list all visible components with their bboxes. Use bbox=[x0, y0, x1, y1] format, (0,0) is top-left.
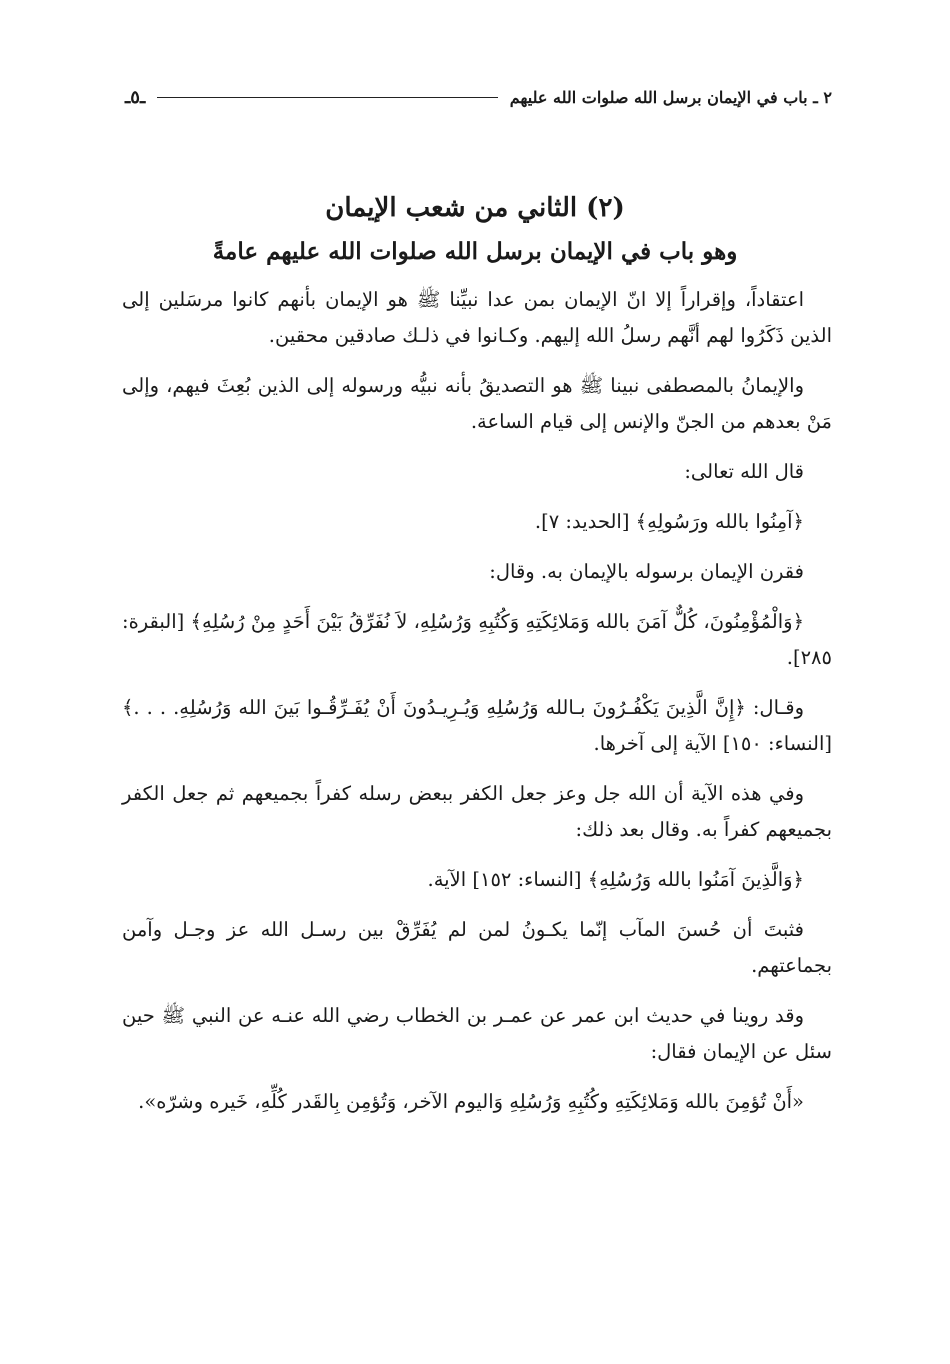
running-header bbox=[125, 82, 832, 112]
quran-quote: ﴿وَالَّذِينَ آمَنُوا بالله وَرُسُلِهِ﴾ [النساء: ١٥٢] الآية. bbox=[427, 868, 804, 891]
paragraph: فقرن الإيمان برسوله بالإيمان به. وقال: bbox=[489, 560, 804, 583]
running-title: ٢ ـ باب في الإيمان برسل الله صلوات الله عليهم bbox=[509, 87, 832, 107]
quran-quote: ﴿آمِنُوا بالله ورَسُولِهِ﴾ [الحديد: ٧]. bbox=[534, 510, 804, 533]
paragraph: فثبتَ أن حُسنَ المآب إنّما يكـونُ لمن لم يُفَرِّقْ بين رسـل الله عز وجـل وآمن بجماعتهم. bbox=[122, 918, 832, 977]
paragraph: وقد روينا في حديث ابن عمر عن عمـر بن الخطاب رضي الله عنـه عن النبي ﷺ حين سئل عن الإيمان فقال: bbox=[122, 1004, 832, 1063]
chapter-subheading: وهو باب في الإيمان برسل الله صلوات الله عليهم عامةً bbox=[212, 238, 738, 265]
paragraph: اعتقاداً، وإقراراً إلا انّ الإيمان بمن عدا نبيِّنا ﷺ هو الإيمان بأنهم كانوا مرسَلين إلى الذين ذَكَرُوا لهم أنَّهم رسلُ الله إليهم. وكـانوا في ذلـك صادقين محقين. bbox=[122, 288, 832, 347]
quran-quote: ﴿وَالْمُؤْمِنُونَ، كُلٌّ آمَنَ بالله وَمَلائِكَتِهِ وَكُتُبِهِ وَرُسُلِهِ، لاَ نُفَرِّقُ بَيْنَ أَحَدٍ مِنْ رُسُلِهِ﴾ [البقرة: ٢٨٥]. bbox=[122, 610, 832, 669]
chapter-heading: (٢) الثاني من شعب الإيمان bbox=[325, 193, 625, 223]
paragraph: والإيمانُ بالمصطفى نبينا ﷺ هو التصديقُ بأنه نبيُّه ورسوله إلى الذين بُعِثَ فيهم، وإلى مَنْ بعدهم من الجنّ والإنس إلى قيام الساعة. bbox=[122, 374, 832, 433]
page-number: ـ٥ـ bbox=[125, 86, 146, 108]
paragraph: وقـال: ﴿إِنَّ الَّذِينَ يَكْفُـرُونَ بـالله وَرُسُلِهِ وَيُـرِيـدُونَ أَنْ يُفَـرِّقُـوا بَينَ الله وَرُسُلِهِ. . . .﴾ [النساء: ١٥٠] الآية إلى آخرها. bbox=[122, 696, 832, 755]
paragraph: وفي هذه الآية أن الله جل وعز جعل الكفر ببعض رسله كفراً بجميعهم ثم جعل الكفر بجميعهم كفراً به. وقال بعد ذلك: bbox=[122, 782, 832, 841]
hadith-quote: «أَنْ تُؤمِنَ بالله وَمَلائِكَتِهِ وكُتُبِهِ وَرُسُلِهِ وَاليوم الآخر، وَتُؤمِن بِالقَدر كُلِّهِ، خَيره وشرّه». bbox=[138, 1090, 804, 1113]
body-text bbox=[122, 282, 832, 1134]
paragraph: قال الله تعالى: bbox=[684, 460, 804, 483]
header-rule bbox=[157, 97, 498, 98]
